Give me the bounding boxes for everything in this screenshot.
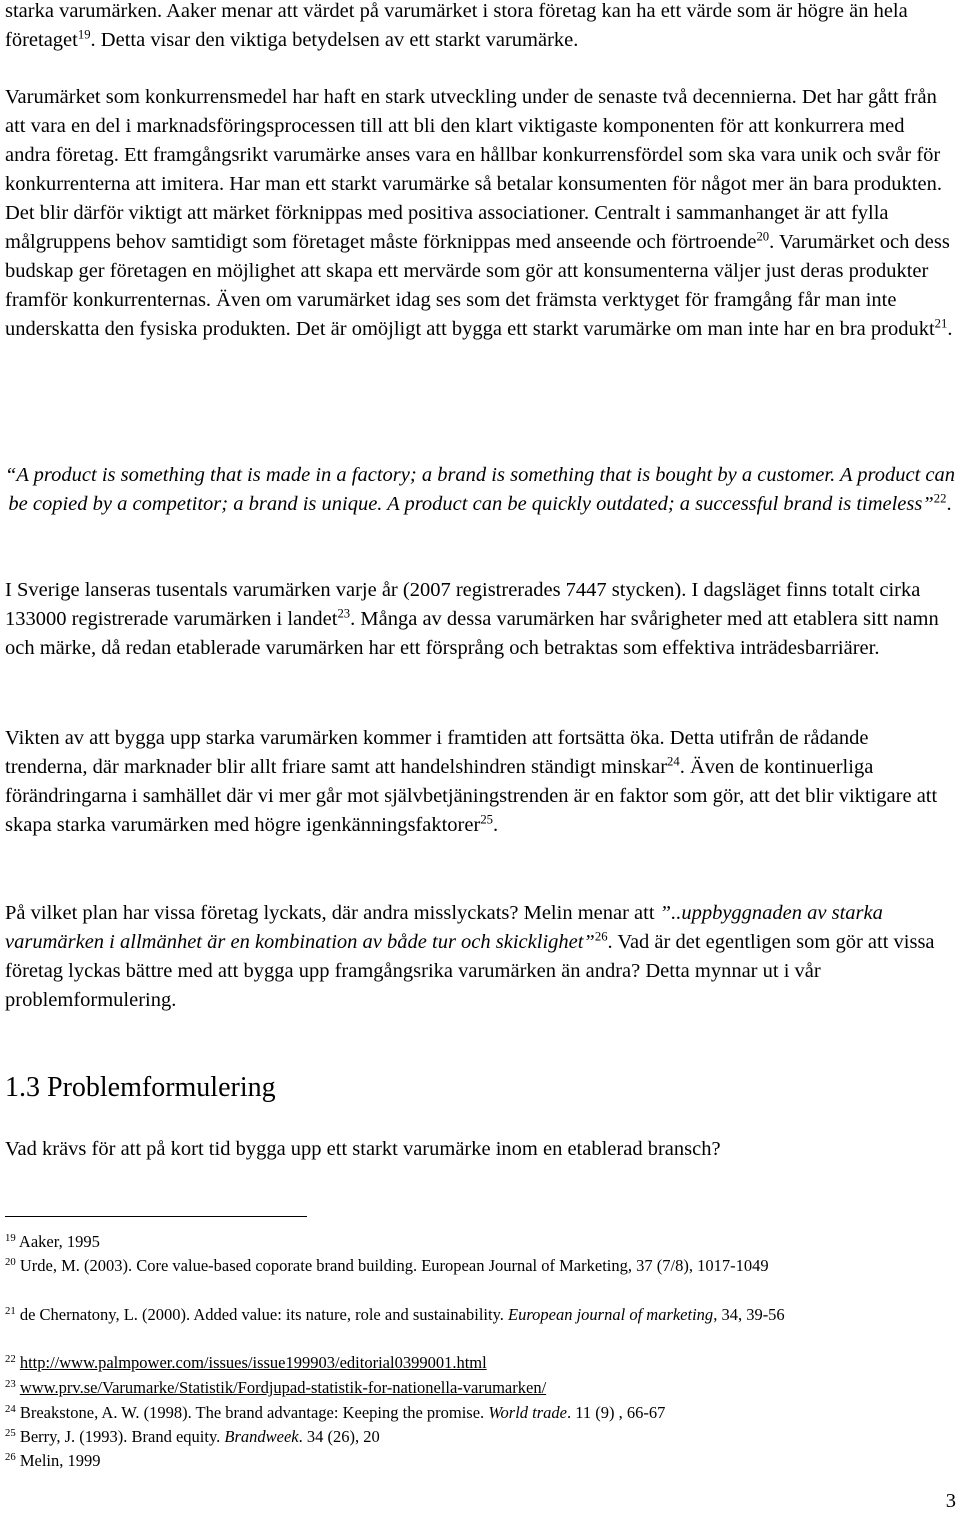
text-run: . Även de kontinuerliga förändringarna i samhället där vi mer går mot självbetjäningstrenden är en faktor som gör, att det blir viktigare att skapa starka varumärken med högre igenkänningsfaktorer xyxy=(5,756,938,836)
footnote-separator xyxy=(5,1216,307,1217)
footnote-ref-25[interactable]: 25 xyxy=(480,812,494,827)
footnote-25 xyxy=(5,1425,955,1449)
body-paragraph-2 xyxy=(5,83,955,344)
text-run: . Detta visar den viktiga betydelsen av ett starkt varumärke. xyxy=(90,29,579,51)
footnote-21 xyxy=(5,1303,955,1327)
research-question: Vad krävs för att på kort tid bygga upp ett starkt varumärke inom en etablerad bransch? xyxy=(5,1138,721,1160)
footnote-number: 19 xyxy=(5,1232,16,1245)
text-run: . Många av dessa varumärken har svårigheter med att etablera sitt namn och märke, då redan etablerade varumärken har ett försprång och betraktas som effektiva inträdesbarriärer. xyxy=(5,608,939,659)
journal-title: Brandweek xyxy=(224,1427,299,1446)
footnote-ref-23[interactable]: 23 xyxy=(337,606,351,621)
footnote-24 xyxy=(5,1401,955,1425)
text-run: Vikten av att bygga upp starka varumärken kommer i framtiden att fortsätta öka. Detta utifrån de rådande trenderna, där marknader blir allt friare samt att handelshindren ständigt minskar xyxy=(5,727,869,778)
footnote-text: Melin, 1999 xyxy=(15,1451,101,1470)
block-quote xyxy=(5,461,955,519)
footnote-20 xyxy=(5,1254,955,1278)
footnote-link[interactable]: http://www.palmpower.com/issues/issue199903/editorial0399001.html xyxy=(19,1353,487,1372)
footnote-text: . 11 (9) , 66-67 xyxy=(567,1403,666,1422)
footnote-number: 23 xyxy=(5,1378,16,1391)
journal-title: European journal of marketing xyxy=(508,1305,714,1324)
quote-text: “A product is something that is made in a factory; a brand is something that is bought by a customer. A product can be copied by a competitor; a brand is unique. A product can be quickly outdated; a successful brand is timeless” xyxy=(5,464,955,515)
footnote-text: Urde, M. (2003). Core value-based coporate brand building. European Journal of Marketing, 37 (7/8), 1017-1049 xyxy=(15,1256,769,1275)
footnote-text: Aaker, 1995 xyxy=(15,1232,100,1251)
footnote-number: 25 xyxy=(5,1427,16,1440)
footnote-number: 26 xyxy=(5,1451,16,1464)
footnote-number: 20 xyxy=(5,1256,16,1269)
footnote-23 xyxy=(5,1376,955,1400)
text-run: . Varumärket och dess budskap ger företagen en möjlighet att skapa ett mervärde som gör att konsumenterna väljer just deras produkter framför konkurrenternas. Även om varumärket idag ses som det främsta verktyget för framgång får man inte underskatta den fysiska produkten. Det är omöjligt att bygga ett starkt varumärke om man inte har en bra produkt xyxy=(5,231,950,340)
footnote-ref-26[interactable]: 26 xyxy=(594,929,608,944)
footnote-link[interactable]: www.prv.se/Varumarke/Statistik/Fordjupad-statistik-for-nationella-varumarken/ xyxy=(19,1378,547,1397)
footnote-text: , 34, 39-56 xyxy=(713,1305,785,1324)
footnote-ref-24[interactable]: 24 xyxy=(667,754,680,769)
footnote-22 xyxy=(5,1351,955,1375)
body-paragraph-3 xyxy=(5,576,955,663)
footnote-ref-22[interactable]: 22 xyxy=(933,491,947,506)
body-paragraph-1 xyxy=(5,0,955,55)
footnote-number: 24 xyxy=(5,1403,16,1416)
page-number: 3 xyxy=(945,1490,956,1512)
footnote-26 xyxy=(5,1449,955,1473)
journal-title: World trade xyxy=(488,1403,568,1422)
footnote-text: . 34 (26), 20 xyxy=(298,1427,380,1446)
footnote-ref-20[interactable]: 20 xyxy=(756,229,770,244)
text-run: starka varumärken. Aaker menar att värdet på varumärket i stora företag kan ha ett värde som är högre än hela företaget xyxy=(5,0,908,51)
text-run: . xyxy=(946,493,952,515)
body-paragraph-4 xyxy=(5,724,955,840)
footnote-ref-21[interactable]: 21 xyxy=(934,316,948,331)
footnote-ref-19[interactable]: 19 xyxy=(77,27,91,42)
text-run: . Vad är det egentligen som gör att vissa företag lyckas bättre med att bygga upp framgångsrika varumärken än andra? Detta mynnar ut i vår problemformulering. xyxy=(5,931,935,1011)
text-run: I Sverige lanseras tusentals varumärken varje år (2007 registrerades 7447 stycken). I dagsläget finns totalt cirka 133000 registrerade varumärken i landet xyxy=(5,579,921,630)
footnote-text: de Chernatony, L. (2000). Added value: its nature, role and sustainability. xyxy=(15,1305,509,1324)
footnote-number: 22 xyxy=(5,1353,16,1366)
text-run: . xyxy=(493,814,499,836)
section-heading: 1.3 Problemformulering xyxy=(5,1072,276,1103)
text-run: . xyxy=(947,318,953,340)
footnote-number: 21 xyxy=(5,1305,16,1318)
footnote-text: Berry, J. (1993). Brand equity. xyxy=(15,1427,225,1446)
inline-quote: ”..uppbyggnaden av starka varumärken i allmänhet är en kombination av både tur och skicklighet” xyxy=(5,902,883,953)
footnote-19 xyxy=(5,1230,955,1254)
body-paragraph-5 xyxy=(5,899,955,1015)
footnote-text: Breakstone, A. W. (1998). The brand advantage: Keeping the promise. xyxy=(15,1403,489,1422)
text-run: På vilket plan har vissa företag lyckats, där andra misslyckats? Melin menar att xyxy=(5,902,660,924)
text-run: Varumärket som konkurrensmedel har haft en stark utveckling under de senaste två decennierna. Det har gått från att vara en del i marknadsföringsprocessen till att bli den klart viktigaste komponenten för att konkurrera med andra företag. Ett framgångsrikt varumärke anses vara en hållbar konkurrensfördel som ska vara unik och svår för konkurrenterna att imitera. Har man ett starkt varumärke så betalar konsumenten för något mer än bara produkten. Det blir därför viktigt att märket förknippas med positiva associationer. Centralt i sammanhanget är att fylla målgruppens behov samtidigt som företaget måste förknippas med anseende och förtroende xyxy=(5,86,942,253)
